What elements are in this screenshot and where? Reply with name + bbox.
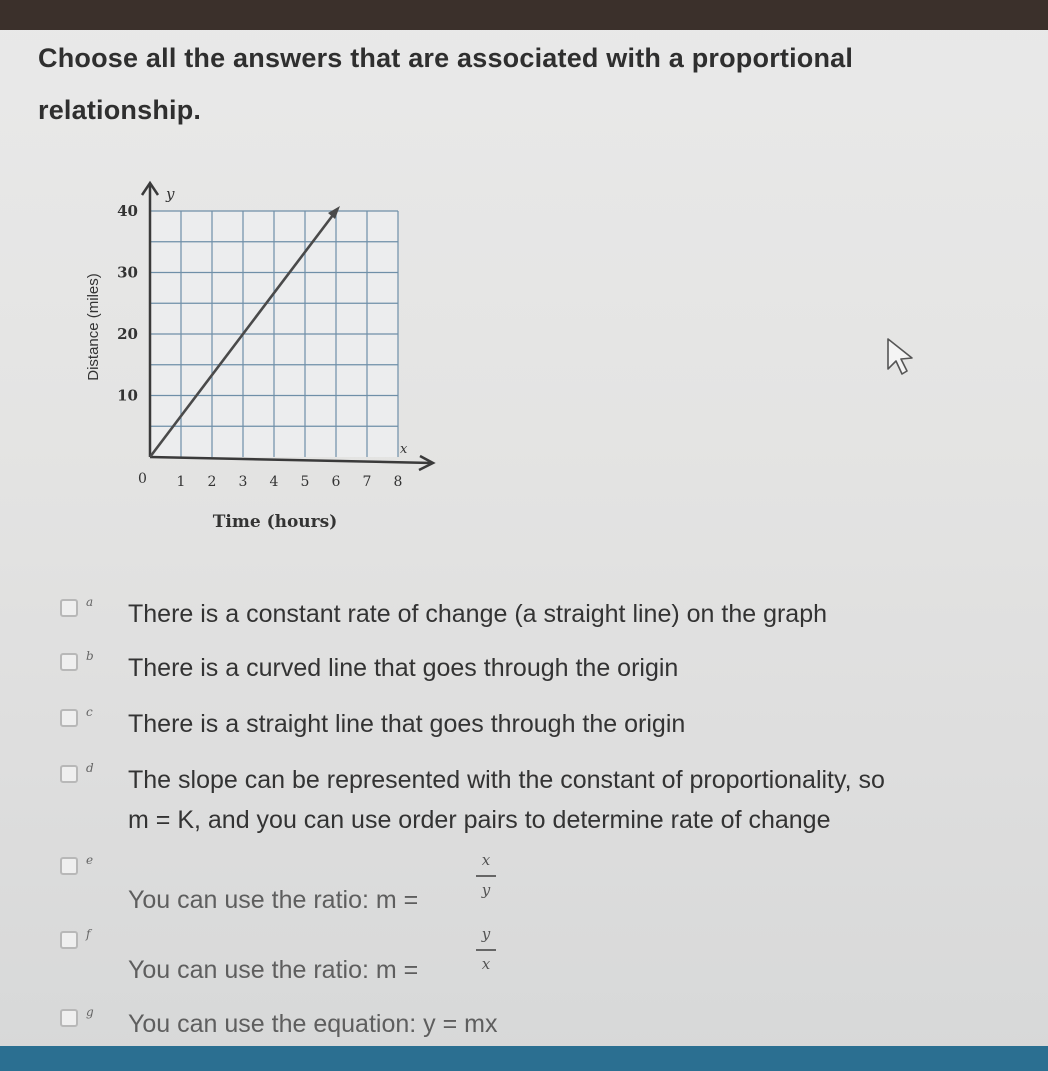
option-c-checkbox[interactable] bbox=[60, 709, 78, 727]
x-tick-label: 2 bbox=[207, 474, 217, 490]
x-axis-symbol: x bbox=[400, 442, 408, 457]
y-axis-symbol: y bbox=[166, 185, 175, 203]
y-tick-label: 10 bbox=[117, 386, 138, 405]
option-g-text: You can use the equation: y = mx bbox=[128, 1010, 498, 1038]
x-axis bbox=[150, 457, 432, 463]
option-e-letter: e bbox=[86, 853, 94, 867]
graph-svg bbox=[80, 175, 450, 545]
option-e-fraction-bar bbox=[476, 875, 496, 877]
option-g-letter: g bbox=[86, 1005, 94, 1019]
option-b-letter: b bbox=[86, 649, 94, 663]
top-bar bbox=[0, 0, 1048, 30]
option-c-text: There is a straight line that goes through the origin bbox=[128, 710, 686, 738]
option-a-text: There is a constant rate of change (a straight line) on the graph bbox=[128, 600, 828, 628]
y-tick-label: 30 bbox=[117, 263, 138, 282]
question-line-2: relationship. bbox=[38, 95, 202, 125]
option-d-text-line-2: m = K, and you can use order pairs to determine rate of change bbox=[128, 806, 831, 834]
option-f-denominator: x bbox=[481, 955, 491, 973]
question-prompt bbox=[38, 32, 938, 136]
y-tick-label: 20 bbox=[117, 325, 138, 343]
option-f-text: You can use the ratio: m = bbox=[128, 956, 419, 984]
option-f-fraction-bar bbox=[476, 949, 496, 951]
x-tick-label: 4 bbox=[269, 474, 279, 490]
origin-label: 0 bbox=[138, 471, 147, 487]
option-e-numerator: x bbox=[481, 851, 491, 869]
y-axis-title: Distance (miles) bbox=[85, 273, 102, 381]
option-e-text: You can use the ratio: m = bbox=[128, 886, 419, 914]
bottom-bar bbox=[0, 1046, 1048, 1071]
distance-time-graph bbox=[80, 175, 450, 545]
option-f-checkbox[interactable] bbox=[60, 931, 78, 949]
option-g-checkbox[interactable] bbox=[60, 1009, 78, 1027]
option-e-denominator: y bbox=[481, 881, 491, 899]
x-tick-label: 7 bbox=[362, 474, 372, 490]
x-tick-label: 8 bbox=[393, 474, 403, 490]
mouse-cursor-icon bbox=[885, 337, 915, 382]
option-c-letter: c bbox=[86, 705, 93, 719]
option-b-checkbox[interactable] bbox=[60, 653, 78, 671]
x-tick-label: 1 bbox=[176, 474, 186, 490]
y-tick-label: 40 bbox=[117, 202, 138, 220]
question-line-1: Choose all the answers that are associated with a proportional bbox=[38, 43, 854, 73]
option-e-checkbox[interactable] bbox=[60, 857, 78, 875]
option-b-text: There is a curved line that goes through the origin bbox=[128, 654, 679, 682]
option-f-letter: f bbox=[86, 927, 91, 941]
grid bbox=[150, 211, 398, 457]
option-f-numerator: y bbox=[481, 925, 491, 943]
option-a-checkbox[interactable] bbox=[60, 599, 78, 617]
x-tick-label: 3 bbox=[238, 474, 248, 490]
x-tick-label: 6 bbox=[331, 474, 341, 490]
option-a-letter: a bbox=[86, 595, 94, 609]
option-d-letter: d bbox=[86, 761, 94, 775]
option-d-checkbox[interactable] bbox=[60, 765, 78, 783]
x-tick-label: 5 bbox=[300, 474, 310, 490]
option-d-text-line-1: The slope can be represented with the constant of proportionality, so bbox=[128, 766, 885, 794]
x-axis-title: Time (hours) bbox=[212, 512, 338, 532]
